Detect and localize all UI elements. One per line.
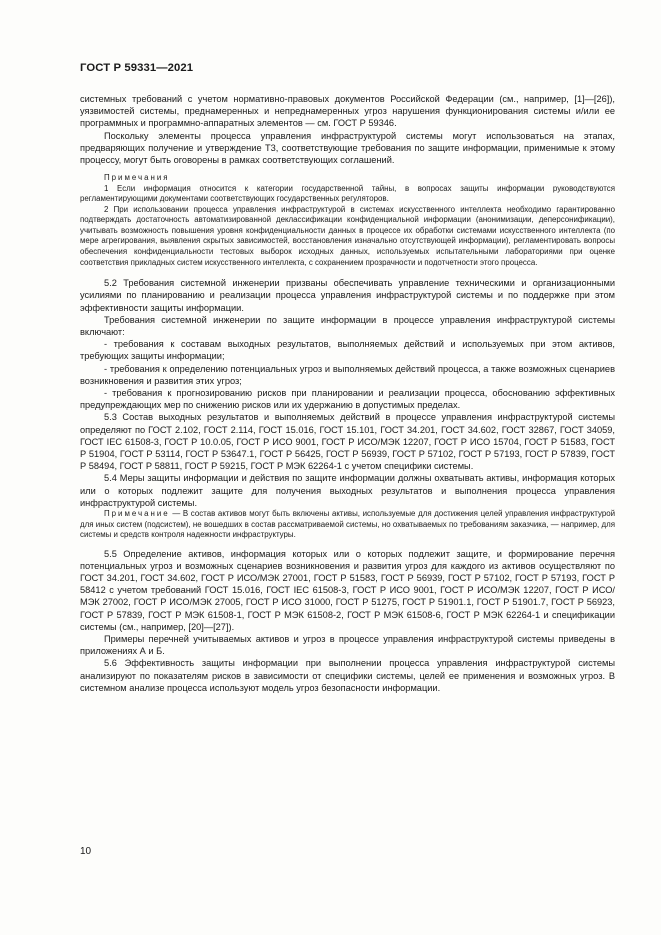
section-5-2: 5.2 Требования системной инженерии призваны обеспечивать управление техническими и организационными усилиями по планированию и реализации процесса управления инфраструктурой системы и по поддержке при этом эффективности защиты информации. [80,278,615,313]
page-body [80,93,615,694]
note-2: 2 При использовании процесса управления инфраструктурой в системах искусственного интеллекта необходимо гарантированно подтверждать достаточность автоматизированной деклассификации конфиденциальной информации (анонимизации, деперсонификации), учитывать возможность повышения уровня конфиденциальности данных в процессе их обработки системами искусственного интеллекта (по мере агрегирования, выявления скрытых зависимостей, восстановления изначально отсутствующей информации), регламентировать вопросы обеспечения конфиденциальности тестовых выборок исходных данных, используемых испытательными лабораториями при оценке соответствия прикладных систем искусственного интеллекта, с сохранением прозрачности и подотчетности этого процесса. [80,204,615,267]
document-header: ГОСТ Р 59331—2021 [80,62,194,74]
paragraph: системных требований с учетом нормативно-правовых документов Российской Федерации (см., например, [1]—[26]), уязвимостей системы, преднамеренных и непреднамеренных угроз нарушения функционирования системы и/или ее программных и программно-аппаратных элементов — см. ГОСТ Р 59346. [80,94,615,129]
section-5-5: 5.5 Определение активов, информация которых или о которых подлежит защите, и формирование перечня потенциальных угроз и возможных сценариев возникновения и развития угроз для каждого из активов осуществляют по ГОСТ 34.201, ГОСТ 34.602, ГОСТ Р ИСО/МЭК 27001, ГОСТ Р 51583, ГОСТ Р 56939, ГОСТ Р 57102, ГОСТ Р 57193, ГОСТ Р 58412 с учетом требований ГОСТ 15.016, ГОСТ IEC 61508-3, ГОСТ Р ИСО 9001, ГОСТ Р ИСО/МЭК 12207, ГОСТ Р ИСО/МЭК 27002, ГОСТ Р ИСО/МЭК 27005, ГОСТ Р ИСО 31000, ГОСТ Р 51275, ГОСТ Р 51901.1, ГОСТ Р 51901.7, ГОСТ Р 56923, ГОСТ Р 57839, ГОСТ Р МЭК 61508-1, ГОСТ Р МЭК 61508-2, ГОСТ Р МЭК 61508-6, ГОСТ Р МЭК 62264-1 и спецификации системы (см., например, [20]—[27]). [80,548,615,632]
inline-note [80,509,615,541]
note-1: 1 Если информация относится к категории государственной тайны, в вопросах защиты информации руководствуются регламентирующими документами соответствующих государственных регуляторов. [80,183,615,204]
section-5-3: 5.3 Состав выходных результатов и выполняемых действий в процессе управления инфраструктурой системы определяют по ГОСТ 2.102, ГОСТ 2.114, ГОСТ 15.016, ГОСТ 15.101, ГОСТ 34.201, ГОСТ 34.602, ГОСТ 32867, ГОСТ 34059, ГОСТ IEC 61508-3, ГОСТ Р 10.0.05, ГОСТ Р ИСО 9001, ГОСТ Р ИСО/МЭК 12207, ГОСТ Р ИСО 15704, ГОСТ Р 51583, ГОСТ Р 51904, ГОСТ Р 53114, ГОСТ Р 53647.1, ГОСТ Р 56425, ГОСТ Р 56939, ГОСТ Р 57102, ГОСТ Р 57193, ГОСТ Р 57839, ГОСТ Р 58494, ГОСТ Р 58811, ГОСТ Р 59215, ГОСТ Р МЭК 62264-1 с учетом специфики системы. [80,412,615,472]
page-number: 10 [80,846,92,857]
paragraph: Требования системной инженерии по защите информации в процессе управления инфраструктурой системы включают: [80,314,615,337]
notes-heading: Примечания [104,173,170,183]
list-item: - требования к составам выходных результатов, выполняемых действий и используемых при этом активов, требующих защиты информации; [80,339,615,362]
list-item: - требования к определению потенциальных угроз и выполняемых действий процесса, а также возможных сценариев возникновения и развития этих угроз; [80,363,615,386]
section-5-4: 5.4 Меры защиты информации и действия по защите информации должны охватывать активы, информация которых или о которых подлежит защите для получения выходных результатов и выполнения процесса управления инфраструктурой системы. [80,473,615,508]
inline-note-text: — В состав активов могут быть включены активы, используемые для достижения целей управления инфраструктурой для иных систем (подсистем), не вошедших в состав рассматриваемой системы, но охватываемых по требованиям заказчика, — например, для системы и средств контроля надежности инфраструктуры. [80,508,615,540]
section-5-6: 5.6 Эффективность защиты информации при выполнении процесса управления инфраструктурой системы анализируют по показателям рисков в зависимости от специфики системы, целей ее применения и возможных угроз. В системном анализе процесса используют модель угроз безопасности информации. [80,658,615,693]
paragraph: Поскольку элементы процесса управления инфраструктурой системы могут использоваться на этапах, предваряющих получение и утверждение Т3, соответствующие требования по защите информации, применимые к этому процессу, могут быть оговорены в рамках соответствующих соглашений. [80,130,615,166]
list-item: - требования к прогнозированию рисков при планировании и реализации процесса, обоснованию эффективных предупреждающих мер по снижению рисков или их удержанию в допустимых пределах. [80,387,615,411]
paragraph: Примеры перечней учитываемых активов и угроз в процессе управления инфраструктурой системы приведены в приложениях А и Б. [80,634,615,657]
inline-note-label: Примечание [104,508,170,518]
